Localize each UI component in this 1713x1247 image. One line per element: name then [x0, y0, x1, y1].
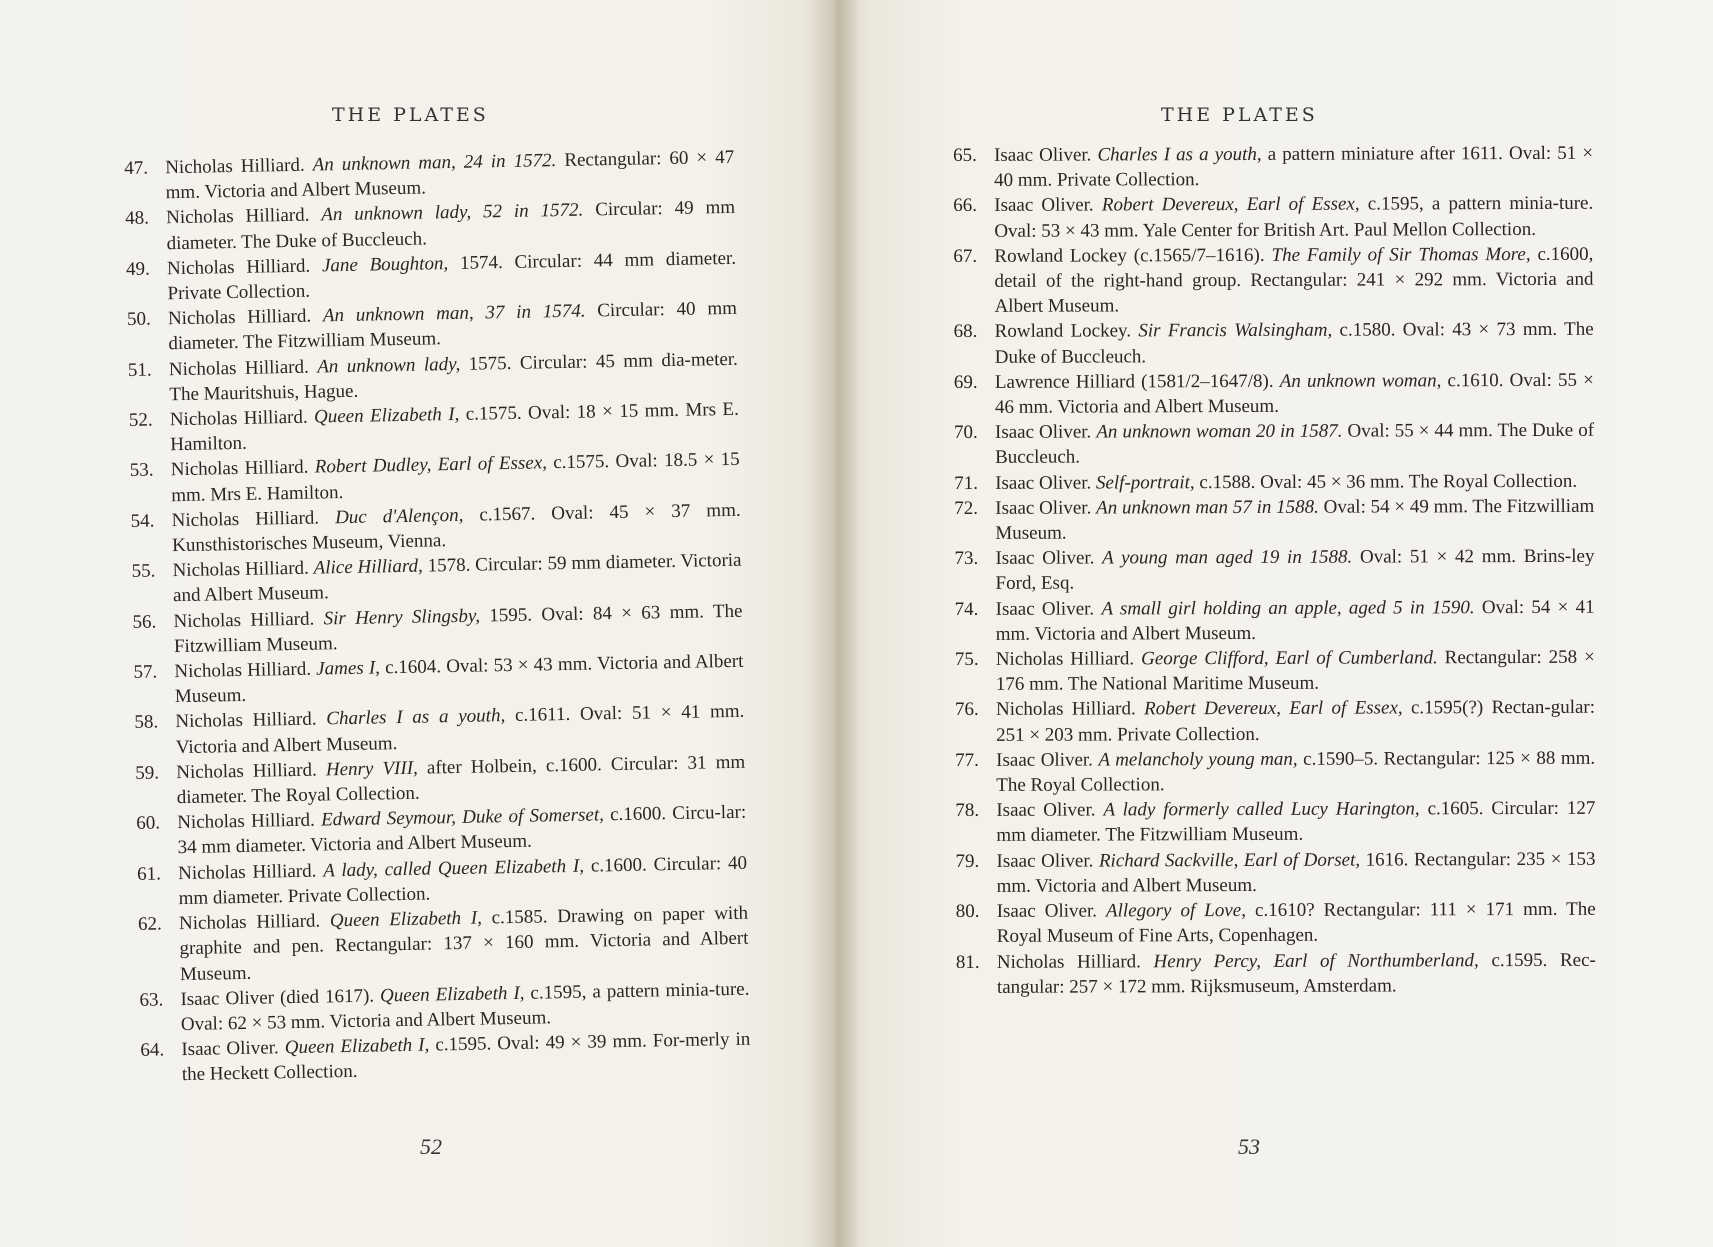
- plate-title: An unknown lady,: [317, 353, 461, 378]
- plate-entry: [140, 1027, 751, 1089]
- page-heading: THE PLATES: [332, 104, 489, 126]
- plate-number: 67.: [953, 245, 978, 267]
- plate-details: Rectangular: 258 × 176 mm. The National Maritime Museum.: [995, 646, 1595, 696]
- plate-entry: [955, 695, 1595, 748]
- plate-title: Richard Sackville, Earl of Dorset,: [1098, 849, 1361, 872]
- plate-title: Charles I as a youth,: [326, 705, 506, 730]
- plate-entry: [954, 317, 1594, 370]
- plate-details: Circular: 40 mm diameter. The Fitzwilliam Museum.: [168, 298, 738, 355]
- plate-details: Oval: 51 × 42 mm. Brins-ley Ford, Esq.: [995, 546, 1595, 595]
- plate-title: Queen Elizabeth I,: [313, 403, 460, 428]
- plate-title: An unknown man 57 in 1588.: [1096, 496, 1319, 519]
- plate-details: c.1575. Oval: 18.5 × 15 mm. Mrs E. Hamilton.: [171, 449, 740, 506]
- plate-details: c.1580. Oval: 43 × 73 mm. The Duke of Buccleuch.: [994, 319, 1594, 368]
- plate-title: James I,: [316, 657, 381, 680]
- plate-title: A young man aged 19 in 1588.: [1102, 546, 1353, 569]
- plate-artist: Nicholas Hilliard.: [172, 557, 310, 582]
- plate-entry: [954, 544, 1594, 597]
- plate-details: c.1585. Drawing on paper with graphite and pen. Rectangular: 137 × 160 mm. Victoria and Albert Museum.: [179, 902, 749, 985]
- plate-number: 57.: [133, 661, 158, 683]
- plate-title: The Family of Sir Thomas More,: [1271, 243, 1531, 266]
- plate-details: 1578. Circular: 59 mm diameter. Victoria and Albert Museum.: [172, 550, 742, 607]
- plate-artist: Nicholas Hilliard.: [168, 356, 309, 380]
- plate-details: c.1595. Oval: 49 × 39 mm. For-merly in the Heckett Collection.: [181, 1028, 751, 1086]
- plate-details: a pattern miniature after 1611. Oval: 51 × 40 mm. Private Collection.: [994, 142, 1594, 192]
- plate-number: 62.: [137, 913, 163, 935]
- plate-artist: Nicholas Hilliard.: [176, 759, 317, 784]
- plate-artist: Isaac Oliver.: [995, 472, 1092, 494]
- plate-artist: Nicholas Hilliard.: [175, 709, 317, 733]
- plate-title: An unknown woman 20 in 1587.: [1096, 420, 1343, 443]
- plate-artist: Nicholas Hilliard.: [177, 860, 317, 884]
- plate-details: c.1610. Oval: 55 × 46 mm. Victoria and Albert Museum.: [994, 369, 1594, 418]
- plate-artist: Lawrence Hilliard (1581/2–1647/8).: [994, 370, 1274, 393]
- plate-number: 63.: [139, 989, 164, 1011]
- plate-title: A lady, called Queen Elizabeth I,: [323, 855, 585, 882]
- plate-artist: Rowland Lockey (c.1565/7–1616).: [994, 244, 1265, 267]
- plate-number: 50.: [126, 308, 151, 331]
- plate-artist: Nicholas Hilliard.: [177, 809, 316, 834]
- plate-entry: [955, 594, 1595, 647]
- plate-number: 48.: [124, 207, 150, 230]
- plate-number: 55.: [131, 560, 156, 583]
- plate-number: 74.: [954, 598, 979, 620]
- plate-details: c.1595. Rec-tangular: 257 × 172 mm. Rijksmuseum, Amsterdam.: [996, 949, 1596, 998]
- right-page: [835, 0, 1713, 1247]
- plate-artist: Nicholas Hilliard.: [174, 658, 312, 683]
- plate-title: Henry Percy, Earl of Northumberland,: [1153, 949, 1479, 972]
- plate-artist: Isaac Oliver.: [996, 749, 1093, 771]
- plate-number: 51.: [127, 359, 152, 381]
- plate-number: 47.: [124, 157, 149, 179]
- plate-details: c.1610? Rectangular: 111 × 171 mm. The Royal Museum of Fine Arts, Copenhagen.: [996, 898, 1596, 948]
- plate-title: An unknown man, 24 in 1572.: [312, 150, 557, 176]
- page-number: 53: [1238, 1134, 1260, 1159]
- plate-details: Oval: 54 × 49 mm. The Fitzwilliam Museum.: [995, 495, 1595, 544]
- plate-artist: Isaac Oliver.: [181, 1037, 279, 1061]
- plate-title: A lady formerly called Lucy Harington,: [1103, 798, 1420, 821]
- plate-details: c.1595, a pattern minia-ture. Oval: 62 × 53 mm. Victoria and Albert Museum.: [180, 978, 750, 1036]
- plate-artist: Nicholas Hilliard.: [171, 507, 320, 532]
- plate-title: Henry VIII,: [325, 757, 419, 781]
- left-page: [0, 0, 835, 1247]
- page-number: 52: [420, 1134, 442, 1159]
- plate-details: c.1595(?) Rectan-gular: 251 × 203 mm. Private Collection.: [996, 697, 1596, 746]
- plate-number: 54.: [130, 510, 155, 532]
- plate-number: 69.: [953, 371, 978, 393]
- plate-entry: [955, 746, 1595, 799]
- plate-details: 1616. Rectangular: 235 × 153 mm. Victoria and Albert Museum.: [996, 848, 1596, 897]
- plate-details: c.1600. Circu-lar: 34 mm diameter. Victoria and Albert Museum.: [177, 801, 747, 859]
- plate-details: Oval: 55 × 44 mm. The Duke of Buccleuch.: [995, 419, 1595, 469]
- plate-title: Queen Elizabeth I,: [379, 982, 525, 1007]
- plate-entry: [955, 645, 1595, 698]
- plate-title: An unknown man, 37 in 1574.: [322, 300, 586, 327]
- plate-artist: Nicholas Hilliard.: [166, 255, 311, 280]
- plate-details: c.1604. Oval: 53 × 43 mm. Victoria and Albert Museum.: [174, 650, 744, 708]
- plate-number: 58.: [134, 711, 159, 734]
- plate-artist: Nicholas Hilliard.: [167, 305, 312, 330]
- plate-details: 1575. Circular: 45 mm dia-meter. The Mauritshuis, Hague.: [169, 348, 739, 406]
- plate-artist: Nicholas Hilliard.: [165, 205, 310, 229]
- plate-details: c.1575. Oval: 18 × 15 mm. Mrs E. Hamilton.: [170, 398, 739, 456]
- plate-artist: Isaac Oliver (died 1617).: [180, 985, 375, 1010]
- plate-number: 76.: [954, 699, 979, 721]
- plate-number: 78.: [955, 800, 980, 822]
- plate-title: Duc d'Alençon,: [334, 504, 464, 529]
- plate-title: A small girl holding an apple, aged 5 in 1590.: [1101, 596, 1475, 620]
- plate-number: 75.: [954, 648, 979, 671]
- plate-artist: Isaac Oliver.: [996, 850, 1094, 872]
- plate-entry: [955, 796, 1595, 849]
- plate-artist: Nicholas Hilliard.: [995, 698, 1136, 721]
- plate-number: 66.: [953, 195, 978, 217]
- plate-details: Oval: 54 × 41 mm. Victoria and Albert Museum.: [995, 596, 1595, 645]
- plate-number: 80.: [955, 901, 980, 923]
- plate-entry: [954, 368, 1594, 421]
- plate-entry: [954, 468, 1594, 495]
- plate-artist: Isaac Oliver.: [994, 421, 1092, 444]
- page-heading: THE PLATES: [1161, 104, 1318, 126]
- plate-title: An unknown lady, 52 in 1572.: [321, 199, 584, 226]
- plate-title: Edward Seymour, Duke of Somerset,: [320, 804, 605, 831]
- plate-number: 65.: [953, 144, 977, 166]
- plate-title: Allegory of Love,: [1105, 900, 1246, 922]
- plate-artist: Isaac Oliver.: [995, 547, 1095, 570]
- plate-artist: Rowland Lockey.: [994, 320, 1132, 343]
- plate-details: c.1611. Oval: 51 × 41 mm. Victoria and Albert Museum.: [175, 701, 745, 758]
- plate-title: Sir Francis Walsingham,: [1138, 320, 1333, 342]
- plate-entry: [953, 191, 1593, 244]
- plate-entry: [954, 418, 1594, 471]
- plate-list: [124, 145, 751, 1089]
- plate-number: 68.: [953, 321, 978, 343]
- plate-details: 1574. Circular: 44 mm diameter. Private Collection.: [167, 247, 737, 305]
- plate-title: Queen Elizabeth I,: [284, 1034, 430, 1059]
- plate-number: 49.: [125, 258, 151, 280]
- plate-title: Robert Devereux, Earl of Essex,: [1144, 697, 1403, 720]
- plate-details: c.1567. Oval: 45 × 37 mm. Kunsthistorisches Museum, Vienna.: [171, 499, 741, 557]
- plate-number: 81.: [955, 951, 980, 973]
- plate-entry: [953, 242, 1593, 320]
- plate-artist: Nicholas Hilliard.: [995, 648, 1135, 670]
- plate-number: 70.: [953, 422, 978, 444]
- plate-title: Sir Henry Slingsby,: [323, 605, 481, 630]
- plate-artist: Isaac Oliver.: [995, 598, 1095, 620]
- plate-artist: Isaac Oliver.: [996, 799, 1096, 822]
- plate-artist: Nicholas Hilliard.: [173, 608, 315, 632]
- plate-details: c.1600. Circular: 40 mm diameter. Private Collection.: [178, 852, 748, 910]
- plate-entry: [138, 901, 749, 988]
- plate-details: Rectangular: 60 × 47 mm. Victoria and Albert Museum.: [165, 146, 735, 204]
- plate-number: 72.: [954, 497, 979, 519]
- plate-details: c.1600, detail of the right-hand group. Rectangular: 241 × 292 mm. Victoria and Albert Museum.: [994, 243, 1594, 318]
- plate-entry: [954, 494, 1594, 547]
- plate-number: 59.: [135, 762, 160, 784]
- plate-number: 64.: [140, 1039, 165, 1061]
- plate-title: Robert Dudley, Earl of Essex,: [314, 452, 548, 478]
- plate-artist: Isaac Oliver.: [994, 144, 1092, 166]
- plate-details: c.1590–5. Rectangular: 125 × 88 mm. The Royal Collection.: [996, 747, 1596, 796]
- plate-entry: [953, 141, 1593, 194]
- plate-number: 79.: [955, 850, 980, 872]
- plate-artist: Nicholas Hilliard.: [165, 154, 305, 179]
- plate-artist: Nicholas Hilliard.: [178, 910, 321, 935]
- plate-number: 60.: [136, 812, 161, 835]
- plate-number: 77.: [955, 749, 979, 771]
- plate-artist: Nicholas Hilliard.: [169, 406, 308, 431]
- plate-number: 52.: [128, 409, 153, 431]
- plate-artist: Isaac Oliver.: [994, 194, 1094, 217]
- plate-list: [953, 141, 1596, 1000]
- plate-artist: Nicholas Hilliard.: [170, 457, 309, 481]
- plate-details: after Holbein, c.1600. Circular: 31 mm diameter. The Royal Collection.: [176, 751, 746, 809]
- plate-details: c.1595, a pattern minia-ture. Oval: 53 × 43 mm. Yale Center for British Art. Paul Mellon Collection.: [994, 193, 1594, 242]
- plate-title: Queen Elizabeth I,: [329, 907, 483, 932]
- plate-entry: [956, 897, 1596, 950]
- plate-entry: [956, 947, 1596, 1000]
- plate-number: 53.: [129, 459, 154, 482]
- plate-number: 71.: [954, 472, 978, 494]
- plate-details: Circular: 49 mm diameter. The Duke of Buccleuch.: [166, 197, 736, 254]
- plate-title: Charles I as a youth,: [1097, 143, 1262, 166]
- plate-artist: Isaac Oliver.: [995, 497, 1092, 519]
- plate-title: Robert Devereux, Earl of Essex,: [1101, 193, 1360, 216]
- book-gutter: [812, 0, 860, 1247]
- plate-artist: Nicholas Hilliard.: [996, 950, 1141, 973]
- plate-title: Alice Hilliard,: [313, 555, 423, 579]
- plate-title: A melancholy young man,: [1098, 748, 1298, 771]
- plate-number: 73.: [954, 548, 979, 570]
- plate-title: Self-portrait,: [1095, 471, 1195, 494]
- plate-entry: [955, 846, 1595, 899]
- plate-title: Jane Boughton,: [321, 252, 449, 277]
- plate-artist: Isaac Oliver.: [996, 900, 1098, 922]
- plate-title: An unknown woman,: [1279, 370, 1442, 392]
- plate-title: George Clifford, Earl of Cumberland.: [1141, 647, 1438, 670]
- plate-number: 61.: [136, 863, 162, 885]
- plate-details: c.1605. Circular: 127 mm diameter. The Fitzwilliam Museum.: [996, 798, 1596, 847]
- plate-details: c.1588. Oval: 45 × 36 mm. The Royal Collection.: [1194, 470, 1578, 493]
- plate-details: 1595. Oval: 84 × 63 mm. The Fitzwilliam Museum.: [173, 600, 743, 658]
- plate-number: 56.: [132, 611, 157, 633]
